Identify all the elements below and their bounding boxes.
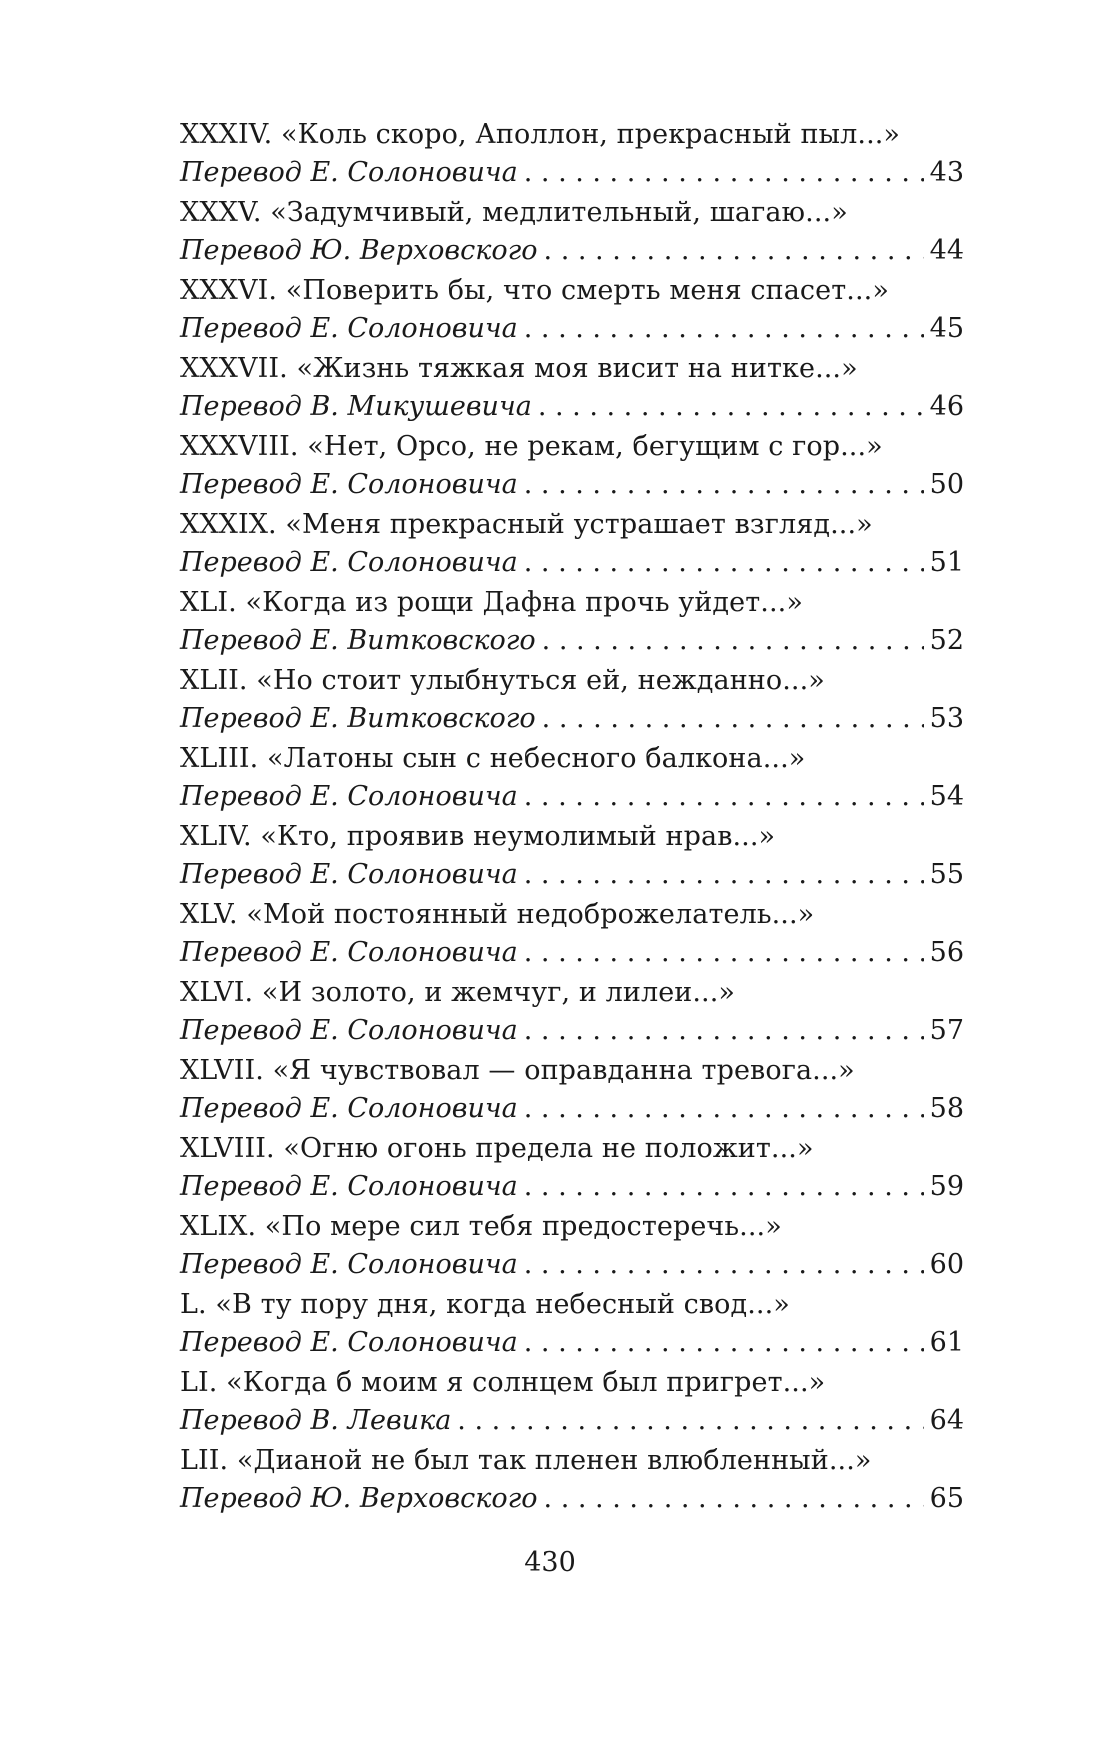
entry-translator-line bbox=[180, 388, 964, 426]
toc-entry bbox=[180, 584, 964, 662]
entry-translator-line bbox=[180, 856, 964, 894]
entry-translator-line bbox=[180, 1246, 964, 1284]
entry-translator: Перевод Ю. Верховского bbox=[180, 235, 538, 266]
entry-page-number: 45 bbox=[929, 313, 964, 344]
entry-page-number: 57 bbox=[929, 1015, 964, 1046]
entry-title: XLIX. «По мере сил тебя предостеречь...» bbox=[180, 1211, 782, 1242]
entry-translator: Перевод Е. Солоновича bbox=[180, 157, 518, 188]
entry-title: XLVI. «И золото, и жемчуг, и лилеи...» bbox=[180, 977, 736, 1008]
dot-leader bbox=[524, 1246, 924, 1284]
entry-title: XLIV. «Кто, проявив неумолимый нрав...» bbox=[180, 821, 776, 852]
toc-entry bbox=[180, 1442, 964, 1520]
entry-translator: Перевод Е. Витковского bbox=[180, 703, 536, 734]
dot-leader bbox=[524, 310, 924, 348]
dot-leader bbox=[524, 1168, 924, 1206]
entry-title: XXXVII. «Жизнь тяжкая моя висит на нитке...» bbox=[180, 353, 858, 384]
entry-title: XXXVIII. «Нет, Орсо, не рекам, бегущим с гор...» bbox=[180, 431, 883, 462]
toc-entry bbox=[180, 818, 964, 896]
entry-translator-line bbox=[180, 1480, 964, 1518]
toc-entry bbox=[180, 662, 964, 740]
entry-translator: Перевод В. Микушевича bbox=[180, 391, 532, 422]
entry-title: XLII. «Но стоит улыбнуться ей, нежданно...» bbox=[180, 665, 825, 696]
entry-title: XLV. «Мой постоянный недоброжелатель...» bbox=[180, 899, 815, 930]
toc-entry bbox=[180, 506, 964, 584]
entry-translator: Перевод Е. Солоновича bbox=[180, 547, 518, 578]
entry-title: XXXIV. «Коль скоро, Аполлон, прекрасный пыл...» bbox=[180, 119, 901, 150]
entry-page-number: 58 bbox=[929, 1093, 964, 1124]
entry-title: XLVII. «Я чувствовал — оправданна тревога...» bbox=[180, 1055, 855, 1086]
dot-leader bbox=[542, 622, 924, 660]
entry-page-number: 43 bbox=[929, 157, 964, 188]
entry-translator: Перевод Е. Солоновича bbox=[180, 1249, 518, 1280]
dot-leader bbox=[544, 1480, 924, 1518]
toc-entry bbox=[180, 428, 964, 506]
dot-leader bbox=[524, 1324, 924, 1362]
toc-entry bbox=[180, 272, 964, 350]
entry-page-number: 65 bbox=[929, 1483, 964, 1514]
entry-translator-line bbox=[180, 934, 964, 972]
entry-translator: Перевод Е. Солоновича bbox=[180, 1327, 518, 1358]
toc-entry bbox=[180, 116, 964, 194]
dot-leader bbox=[538, 388, 924, 426]
dot-leader bbox=[524, 466, 924, 504]
dot-leader bbox=[524, 778, 924, 816]
entry-translator: Перевод Е. Солоновича bbox=[180, 1015, 518, 1046]
dot-leader bbox=[524, 856, 924, 894]
toc-entry bbox=[180, 1286, 964, 1364]
entry-title: XXXVI. «Поверить бы, что смерть меня спасет...» bbox=[180, 275, 889, 306]
entry-translator-line bbox=[180, 466, 964, 504]
table-of-contents bbox=[180, 116, 964, 1520]
entry-translator-line bbox=[180, 232, 964, 270]
entry-page-number: 53 bbox=[929, 703, 964, 734]
entry-page-number: 54 bbox=[929, 781, 964, 812]
toc-entry bbox=[180, 740, 964, 818]
entry-translator-line bbox=[180, 310, 964, 348]
entry-page-number: 55 bbox=[929, 859, 964, 890]
entry-translator: Перевод Е. Солоновича bbox=[180, 937, 518, 968]
entry-translator: Перевод Е. Солоновича bbox=[180, 1093, 518, 1124]
entry-translator-line bbox=[180, 544, 964, 582]
page-number: 430 bbox=[524, 1547, 576, 1578]
entry-title: XLI. «Когда из рощи Дафна прочь уйдет...» bbox=[180, 587, 803, 618]
dot-leader bbox=[524, 544, 924, 582]
entry-translator-line bbox=[180, 778, 964, 816]
entry-translator: Перевод Е. Солоновича bbox=[180, 313, 518, 344]
entry-translator: Перевод Е. Солоновича bbox=[180, 1171, 518, 1202]
entry-translator: Перевод Ю. Верховского bbox=[180, 1483, 538, 1514]
entry-translator: Перевод Е. Витковского bbox=[180, 625, 536, 656]
toc-entry bbox=[180, 1130, 964, 1208]
entry-title: XXXIX. «Меня прекрасный устрашает взгляд...» bbox=[180, 509, 873, 540]
entry-page-number: 52 bbox=[929, 625, 964, 656]
dot-leader bbox=[542, 700, 924, 738]
dot-leader bbox=[544, 232, 924, 270]
entry-title: LII. «Дианой не был так пленен влюбленный...» bbox=[180, 1445, 872, 1476]
toc-entry bbox=[180, 1364, 964, 1442]
entry-page-number: 60 bbox=[929, 1249, 964, 1280]
entry-translator-line bbox=[180, 1324, 964, 1362]
entry-title: XXXV. «Задумчивый, медлительный, шагаю...» bbox=[180, 197, 848, 228]
entry-translator-line bbox=[180, 1012, 964, 1050]
entry-translator: Перевод В. Левика bbox=[180, 1405, 452, 1436]
entry-page-number: 61 bbox=[929, 1327, 964, 1358]
entry-title: XLIII. «Латоны сын с небесного балкона...» bbox=[180, 743, 806, 774]
entry-translator-line bbox=[180, 154, 964, 192]
entry-title: XLVIII. «Огню огонь предела не положит...» bbox=[180, 1133, 814, 1164]
toc-entry bbox=[180, 1052, 964, 1130]
entry-page-number: 56 bbox=[929, 937, 964, 968]
entry-page-number: 64 bbox=[929, 1405, 964, 1436]
dot-leader bbox=[524, 934, 924, 972]
dot-leader bbox=[524, 1012, 924, 1050]
entry-page-number: 59 bbox=[929, 1171, 964, 1202]
toc-entry bbox=[180, 194, 964, 272]
entry-translator: Перевод Е. Солоновича bbox=[180, 469, 518, 500]
dot-leader bbox=[457, 1402, 923, 1440]
entry-translator-line bbox=[180, 1168, 964, 1206]
entry-page-number: 44 bbox=[929, 235, 964, 266]
entry-translator-line bbox=[180, 1090, 964, 1128]
entry-translator: Перевод Е. Солоновича bbox=[180, 781, 518, 812]
toc-entry bbox=[180, 896, 964, 974]
toc-entry bbox=[180, 350, 964, 428]
toc-entry bbox=[180, 1208, 964, 1286]
entry-translator: Перевод Е. Солоновича bbox=[180, 859, 518, 890]
entry-translator-line bbox=[180, 622, 964, 660]
entry-title: LI. «Когда б моим я солнцем был пригрет...» bbox=[180, 1367, 826, 1398]
entry-title: L. «В ту пору дня, когда небесный свод...» bbox=[180, 1289, 790, 1320]
toc-entry bbox=[180, 974, 964, 1052]
entry-translator-line bbox=[180, 1402, 964, 1440]
entry-page-number: 46 bbox=[929, 391, 964, 422]
dot-leader bbox=[524, 154, 924, 192]
entry-translator-line bbox=[180, 700, 964, 738]
entry-page-number: 51 bbox=[929, 547, 964, 578]
entry-page-number: 50 bbox=[929, 469, 964, 500]
dot-leader bbox=[524, 1090, 924, 1128]
